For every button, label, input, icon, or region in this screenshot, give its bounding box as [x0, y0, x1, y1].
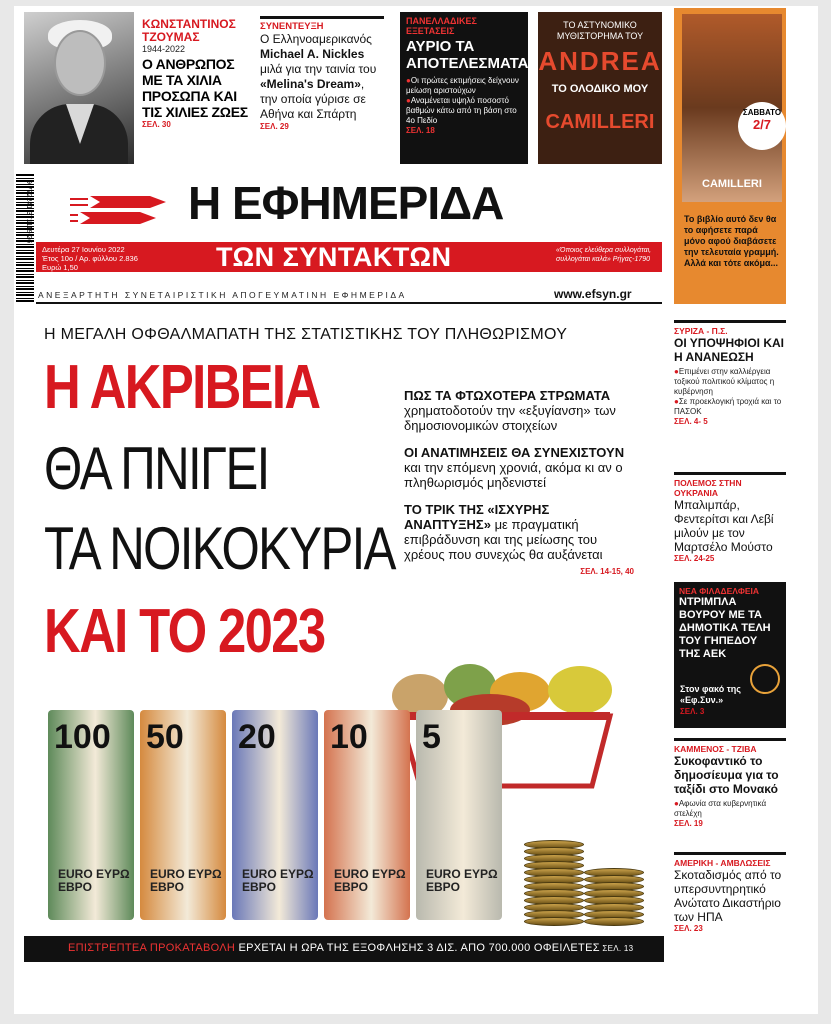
issue-date: Δευτέρα 27 Ιουνίου 2022 [42, 245, 125, 254]
interview-text-2: μιλά για την ταινία του [260, 62, 377, 76]
bottom-text: ΕΡΧΕΤΑΙ Η ΩΡΑ ΤΗΣ ΕΞΟΦΛΗΣΗΣ 3 ΔΙΣ. ΑΠΟ 700.000 ΟΦΕΙΛΕΤΕΣ [235, 942, 600, 954]
lead-headline-4: ΚΑΙ ΤΟ 2023 [44, 597, 325, 666]
banknote-100 [48, 710, 134, 920]
banknote-euro-text: EURO ΕΥΡΩ ΕΒΡО [150, 867, 222, 894]
banknote-denomination: 20 [238, 718, 276, 756]
exams-page: ΣΕΛ. 18 [406, 126, 435, 135]
interview-page: ΣΕΛ. 29 [260, 122, 289, 131]
lead-page: ΣΕΛ. 14-15, 40 [580, 567, 634, 576]
lead-point-1-text: χρηματοδοτούν την «εξυγίανση» των δημοσιονομικών στοιχείων [404, 403, 616, 433]
bottom-page: ΣΕΛ. 13 [599, 944, 634, 953]
interview-story[interactable] [260, 16, 384, 131]
banknote-denomination: 100 [54, 718, 111, 756]
aek-page: ΣΕΛ. 3 [680, 707, 705, 716]
bottom-strap[interactable] [24, 936, 664, 962]
bottom-red: ΕΠΙΣΤΡΕΠΤΕΑ ΠΡΟΚΑΤΑΒΟΛΗ [68, 942, 236, 954]
ukraine-story[interactable] [674, 472, 786, 563]
lead-point-2-text: και την επόμενη χρονιά, ακόμα κι αν ο πληθωρισμός μηδενιστεί [404, 460, 623, 490]
ukraine-kicker: ΠΟΛΕΜΟΣ ΣΤΗΝ ΟΥΚΡΑΝΙΑ [674, 478, 742, 498]
novel-title: ΤΟ ΟΛΟΔΙΚΟ ΜΟΥ [551, 83, 649, 95]
masthead-tagline: ΑΝΕΞΑΡΤΗΤΗ ΣΥΝΕΤΑΙΡΙΣΤΙΚΗ ΑΠΟΓΕΥΜΑΤΙΝΗ ΕΦΗΜΕΡΙΔΑ [38, 290, 407, 300]
banknote-50 [140, 710, 226, 920]
syriza-page: ΣΕΛ. 4- 5 [674, 417, 708, 426]
exams-headline: ΑΥΡΙΟ ΤΑ ΑΠΟΤΕΛΕΣΜΑΤΑ [406, 38, 529, 72]
euro-notes-image [44, 656, 634, 930]
usa-story[interactable] [674, 852, 786, 933]
interview-text-3: , την οποία γύρισε σε Αθήνα και Σπάρτη [260, 77, 366, 121]
coin-stack-1 [524, 842, 584, 926]
kammenos-bullet-1: ● Αφωνία στα κυβερνητικά στελέχη [674, 799, 786, 819]
novel-promo[interactable] [538, 12, 662, 164]
lead-headline-3: ΤΑ ΝΟΙΚΟΚΥΡΙΑ [44, 515, 395, 582]
kammenos-story[interactable] [674, 738, 786, 828]
novel-line: ΤΟ ΑΣΤΥΝΟΜΙΚΟ ΜΥΘΙΣΤΟΡΗΜΑ ΤΟΥ [556, 20, 644, 41]
aek-kicker: ΝΕΑ ΦΙΛΑΔΕΛΦΕΙΑ [679, 586, 760, 596]
syriza-kicker: ΣΥΡΙΖΑ - Π.Σ. [674, 326, 728, 336]
novel-author: ANDREA [538, 46, 662, 76]
banknote-10 [324, 710, 410, 920]
badge-day: ΣΑΒΒΑΤΟ [742, 108, 782, 117]
kammenos-kicker: ΚΑΜΜΕΝΟΣ - ΤΖΙΒΑ [674, 744, 757, 754]
lead-points [404, 388, 634, 591]
lead-point-1 [404, 388, 634, 433]
date-badge [738, 102, 786, 150]
book-blurb: Το βιβλίο αυτό δεν θα το αφήσετε παρά μόνο αφού διαβάσετε την τελευταία γραμμή. Αλλά και τότε ακόμα... [684, 214, 779, 268]
tzoumas-portrait [24, 12, 134, 164]
lead-point-3-text: με πραγματική επιβράδυνση και της μείωσης του χρέους που συνεχώς θα αυξάνεται [404, 517, 603, 562]
masthead-rule [36, 302, 662, 304]
tzoumas-name: ΚΩΝΣΤΑΝΤΙΝΟΣ ΤΖΟΥΜΑΣ [142, 17, 236, 44]
masthead-title: Η ΕΦΗΜΕΡΙΔΑ [188, 177, 504, 229]
lead-headline-1[interactable]: Η ΑΚΡΙΒΕΙΑ [44, 353, 320, 422]
banknote-euro-text: EURO ΕΥΡΩ ΕΒΡО [58, 867, 130, 894]
issue-number: Έτος 10ο / Αρ. φύλλου 2.836 [42, 254, 138, 263]
banknote-denomination: 10 [330, 718, 368, 756]
exams-bullet-1: ● Οι πρώτες εκτιμήσεις δείχνουν μείωση αριστούχων [406, 76, 522, 96]
masthead-redbar [36, 242, 662, 272]
syriza-bullet-1: ● Επιμένει στην καλλιέργεια τοξικού πολιτικού κλίματος η κυβέρνηση [674, 367, 786, 397]
interview-name: Michael A. Nickles [260, 47, 365, 61]
lead-point-1-bold: ΠΩΣ ΤΑ ΦΤΩΧΟΤΕΡΑ ΣΤΡΩΜΑΤΑ [404, 388, 611, 403]
badge-date: 2/7 [752, 117, 772, 132]
tzoumas-years: 1944-2022 [142, 44, 186, 54]
interview-film: «Melina's Dream» [260, 77, 361, 91]
exams-kicker: ΠΑΝΕΛΛΑΔΙΚΕΣ ΕΞΕΤΑΣΕΙΣ [406, 16, 477, 36]
banknote-euro-text: EURO ΕΥΡΩ ΕΒΡО [334, 867, 406, 894]
aek-focus: Στον φακό της «Εφ.Συν.» [680, 684, 741, 705]
tzoumas-headline: Ο ΑΝΘΡΩΠΟΣ ΜΕ ΤΑ ΧΙΛΙΑ ΠΡΟΣΩΠΑ ΚΑΙ ΤΙΣ ΧΙΛΙΕΣ ΖΩΕΣ [142, 56, 248, 120]
book-cover-name: CAMILLERI [702, 178, 762, 190]
banknote-euro-text: EURO ΕΥΡΩ ΕΒΡО [426, 867, 498, 894]
newspaper-front-page [14, 6, 818, 1014]
usa-kicker: ΑΜΕΡΙΚΗ - ΑΜΒΛΩΣΕΙΣ [674, 858, 771, 868]
website-link[interactable]: www.efsyn.gr [554, 287, 632, 301]
tzoumas-story[interactable] [142, 18, 254, 129]
banknote-denomination: 5 [422, 718, 441, 756]
aek-headline: ΝΤΡΙΜΠΛΑ ΒΟΥΡΟΥ ΜΕ ΤΑ ΔΗΜΟΤΙΚΑ ΤΕΛΗ ΤΟΥ ΓΗΠΕΔΟΥ ΤΗΣ ΑΕΚ [679, 596, 771, 660]
interview-text-1: Ο Ελληνοαμερικανός [260, 32, 372, 46]
novel-surname: CAMILLERI [545, 111, 655, 133]
interview-kicker: ΣΥΝΕΝΤΕΥΞΗ [260, 21, 324, 32]
lead-supra-headline: Η ΜΕΓΑΛΗ ΟΦΘΑΛΜΑΠΑΤΗ ΤΗΣ ΣΤΑΤΙΣΤΙΚΗΣ ΤΟΥ ΠΛΗΘΩΡΙΣΜΟΥ [44, 326, 568, 343]
exams-bullet-2: ● Αναμένεται υψηλό ποσοστό βαθμών κάτω από τη βάση στο 4ο Πεδίο [406, 96, 522, 126]
coin-stack-2 [584, 870, 644, 926]
ukraine-page: ΣΕΛ. 24-25 [674, 554, 715, 563]
usa-text: Σκοταδισμός από το υπερσυντηρητικό Ανώτατο Δικαστήριο των ΗΠΑ [674, 868, 782, 924]
lead-point-3 [404, 502, 634, 579]
syriza-story[interactable] [674, 320, 786, 426]
kammenos-page: ΣΕΛ. 19 [674, 819, 703, 828]
barcode-number: 9 772241 371119 26 [25, 180, 32, 244]
issue-price: Ευρώ 1,50 [42, 263, 78, 272]
banknote-euro-text: EURO ΕΥΡΩ ΕΒΡО [242, 867, 314, 894]
tzoumas-page: ΣΕΛ. 30 [142, 120, 171, 129]
kammenos-headline: Συκοφαντικό το δημοσίευμα για το ταξίδι στο Μονακό [674, 754, 779, 796]
lead-point-2 [404, 445, 634, 490]
lead-headline-2: ΘΑ ΠΝΙΓΕΙ [44, 435, 269, 502]
masthead-quote: «Όποιος ελεύθερα συλλογάται, συλλογάται καλά» Ρήγας-1790 [556, 247, 652, 263]
usa-page: ΣΕΛ. 23 [674, 924, 703, 933]
ukraine-text: Μπαλιμπάρ, Φεντερίτσι και Λεβί μιλούν με τον Μαρτσέλο Μούστο [674, 498, 774, 554]
syriza-bullet-2: ● Σε προεκλογική τροχιά και το ΠΑΣΟΚ [674, 397, 786, 417]
syriza-headline: ΟΙ ΥΠΟΨΗΦΙΟΙ ΚΑΙ Η ΑΝΑΝΕΩΣΗ [674, 336, 785, 364]
book-promo[interactable] [674, 8, 786, 304]
lead-point-2-bold: ΟΙ ΑΝΑΤΙΜΗΣΕΙΣ ΘΑ ΣΥΝΕΧΙΣΤΟΥΝ [404, 445, 625, 460]
exams-story[interactable] [400, 12, 528, 164]
banknote-denomination: 50 [146, 718, 184, 756]
rockets-logo-icon [70, 190, 180, 230]
lead-point-3-bold: ΤΟ ΤΡΙΚ ΤΗΣ «ΙΣΧΥΡΗΣ ΑΝΑΠΤΥΞΗΣ» [404, 502, 550, 532]
banknote-20 [232, 710, 318, 920]
banknote-5 [416, 710, 502, 920]
masthead-subtitle: ΤΩΝ ΣΥΝΤΑΚΤΩΝ [216, 242, 452, 272]
aek-story[interactable] [674, 582, 786, 728]
